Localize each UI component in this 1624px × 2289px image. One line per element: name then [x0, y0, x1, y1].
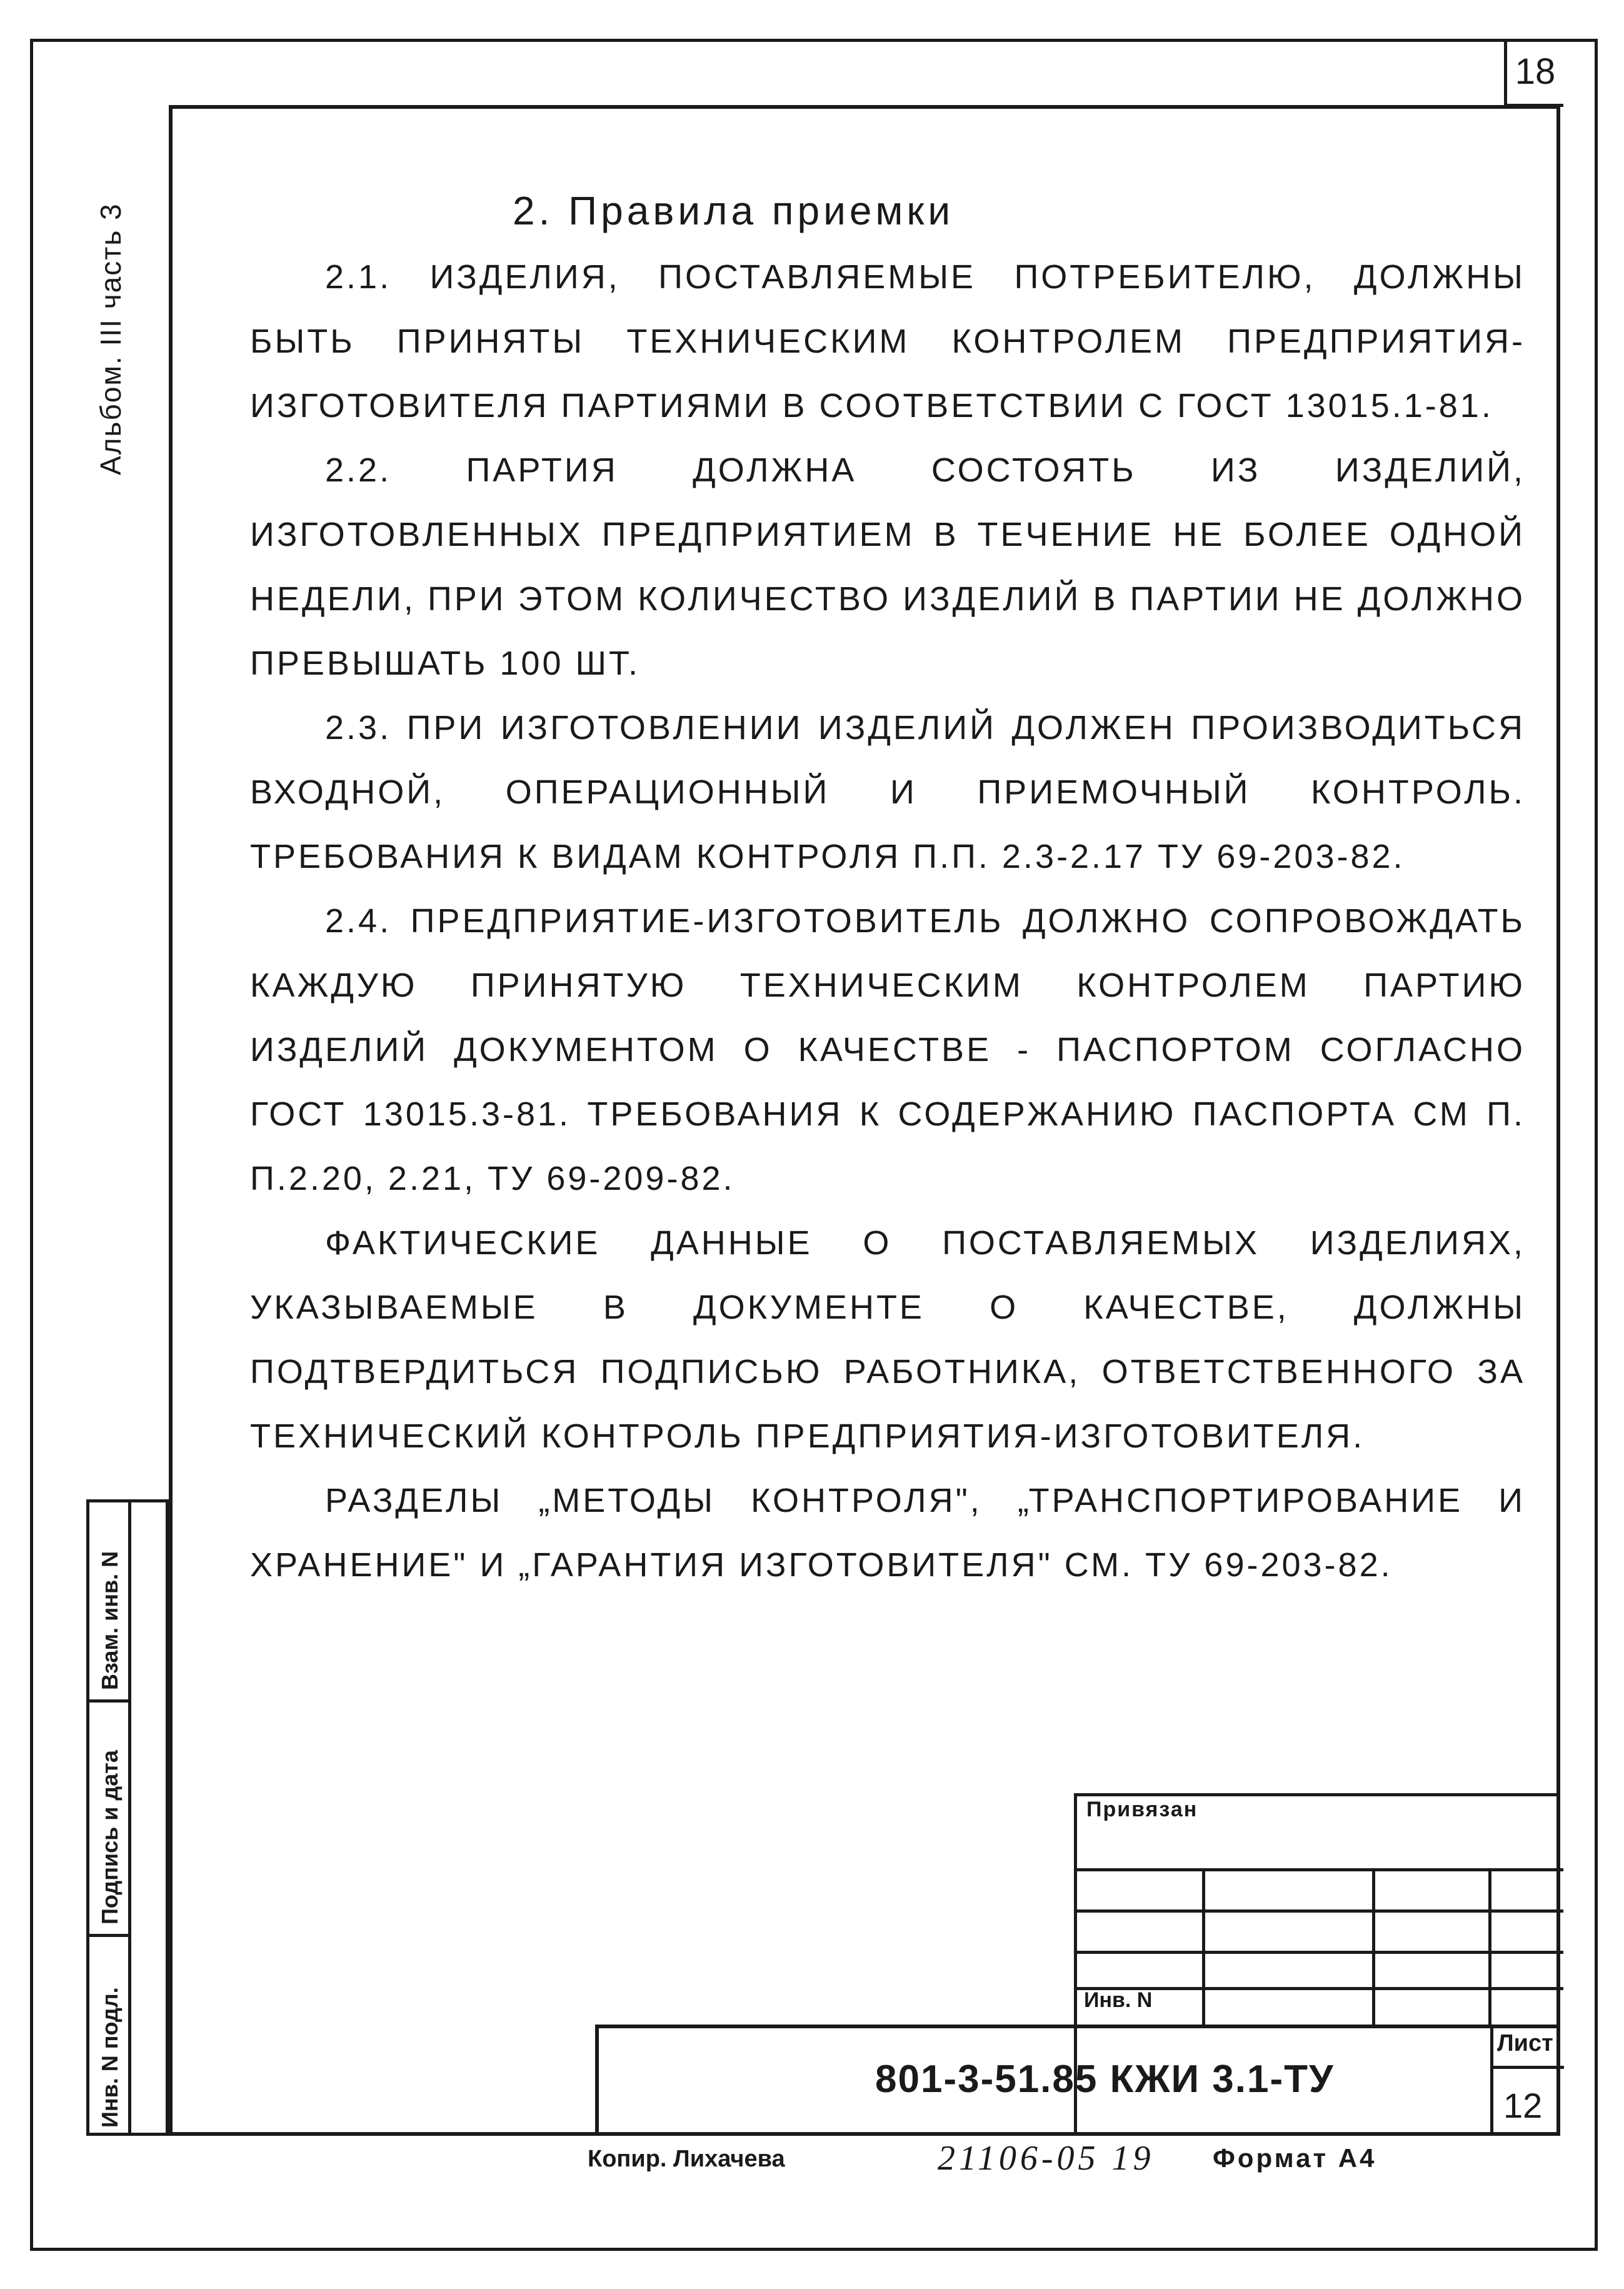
- document-body: [250, 188, 1525, 1597]
- order-number: 21106-05 19: [938, 2139, 1155, 2178]
- section-heading: 2. Правила приемки: [513, 188, 955, 233]
- paragraph-facts: ФАКТИЧЕСКИЕ ДАННЫЕ О ПОСТАВЛЯЕМЫХ ИЗДЕЛИЯХ, УКАЗЫВАЕМЫЕ В ДОКУМЕНТЕ О КАЧЕСТВЕ, ДОЛЖНЫ ПОДТВЕРДИТЬСЯ ПОДПИСЬЮ РАБОТНИКА, ОТВЕТСТВЕННОГО ЗА ТЕХНИЧЕСКИЙ КОНТРОЛЬ ПРЕДПРИЯТИЯ-ИЗГОТОВИТЕЛЯ.: [250, 1224, 1525, 1455]
- privyazan-label: Привязан: [1086, 1798, 1198, 1821]
- stamp-vzam-inv: Взам. инв. N: [97, 1551, 123, 1690]
- stamp-podpis-data: Подпись и дата: [97, 1750, 123, 1924]
- document-code: 801-3-51.85 КЖИ 3.1-ТУ: [875, 2058, 1335, 2101]
- sheet-number-bottom: 12: [1503, 2086, 1543, 2125]
- paragraph-2-3: 2.3. ПРИ ИЗГОТОВЛЕНИИ ИЗДЕЛИЙ ДОЛЖЕН ПРОИЗВОДИТЬСЯ ВХОДНОЙ, ОПЕРАЦИОННЫЙ И ПРИЕМОЧНЫЙ КОНТРОЛЬ. ТРЕБОВАНИЯ К ВИДАМ КОНТРОЛЯ П.П. 2.3-2.17 ТУ 69-203-82.: [250, 709, 1525, 875]
- inv-n-label: Инв. N: [1084, 1988, 1153, 2012]
- sheet-number: 18: [1504, 39, 1563, 107]
- sheet-label: Лист: [1497, 2030, 1553, 2056]
- paragraph-sections: РАЗДЕЛЫ „МЕТОДЫ КОНТРОЛЯ", „ТРАНСПОРТИРОВАНИЕ И ХРАНЕНИЕ" И „ГАРАНТИЯ ИЗГОТОВИТЕЛЯ" СМ. ТУ 69-203-82.: [250, 1482, 1525, 1584]
- paragraph-2-4: 2.4. ПРЕДПРИЯТИЕ-ИЗГОТОВИТЕЛЬ ДОЛЖНО СОПРОВОЖДАТЬ КАЖДУЮ ПРИНЯТУЮ ТЕХНИЧЕСКИМ КОНТРОЛЕМ ПАРТИЮ ИЗДЕЛИЙ ДОКУМЕНТОМ О КАЧЕСТВЕ - ПАСПОРТОМ СОГЛАСНО ГОСТ 13015.3-81. ТРЕБОВАНИЯ К СОДЕРЖАНИЮ ПАСПОРТА СМ П. П.2.20, 2.21, ТУ 69-209-82.: [250, 902, 1525, 1197]
- copier-name: Копир. Лихачева: [588, 2146, 785, 2172]
- stamp-column: [86, 1499, 169, 2136]
- paragraph-2-1: 2.1. ИЗДЕЛИЯ, ПОСТАВЛЯЕМЫЕ ПОТРЕБИТЕЛЮ, ДОЛЖНЫ БЫТЬ ПРИНЯТЫ ТЕХНИЧЕСКИМ КОНТРОЛЕМ ПРЕДПРИЯТИЯ-ИЗГОТОВИТЕЛЯ ПАРТИЯМИ В СООТВЕТСТВИИ С ГОСТ 13015.1-81.: [250, 258, 1525, 425]
- paragraph-2-2: 2.2. ПАРТИЯ ДОЛЖНА СОСТОЯТЬ ИЗ ИЗДЕЛИЙ, ИЗГОТОВЛЕННЫХ ПРЕДПРИЯТИЕМ В ТЕЧЕНИЕ НЕ БОЛЕЕ ОДНОЙ НЕДЕЛИ, ПРИ ЭТОМ КОЛИЧЕСТВО ИЗДЕЛИЙ В ПАРТИИ НЕ ДОЛЖНО ПРЕВЫШАТЬ 100 ШТ.: [250, 451, 1525, 682]
- stamp-inv-podl: Инв. N подл.: [97, 1987, 123, 2128]
- paper-format: Формат А4: [1213, 2143, 1377, 2173]
- album-side-label: Альбом. III часть 3: [94, 203, 127, 475]
